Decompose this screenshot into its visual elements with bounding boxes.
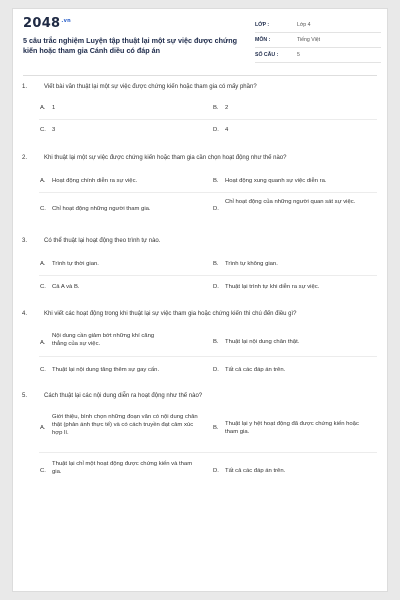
option-text: Giới thiệu, bình chọn những đoạn văn có nội dung chân thật (phản ánh thực tế) và có cách truyền đạt cảm xúc hợp lí.	[52, 414, 198, 436]
option-text: 2	[225, 105, 229, 111]
option-letter: B.	[213, 261, 219, 267]
meta-row-class	[255, 18, 381, 33]
header-divider	[23, 75, 377, 76]
meta-value: 5	[297, 52, 300, 58]
option-divider	[39, 275, 377, 276]
option-text: Hoạt động chính diễn ra sự việc.	[52, 178, 138, 184]
meta-row-count	[255, 48, 381, 63]
option-divider	[39, 119, 377, 120]
option-text: 3	[52, 127, 56, 133]
option-text: 4	[225, 127, 229, 133]
option-divider	[39, 192, 377, 193]
meta-label: LỚP :	[255, 22, 270, 28]
option-text: Thuật lại trình tự khi diễn ra sự việc.	[225, 284, 320, 290]
option-text: Trình tự thời gian.	[52, 261, 99, 267]
logo-text: 2048	[23, 16, 61, 31]
option-text: Hoạt động xung quanh sự việc diễn ra.	[225, 178, 327, 184]
meta-row-subject	[255, 33, 381, 48]
option-letter: C.	[40, 206, 46, 212]
question-text: Khi thuật lại một sự việc được chứng kiến hoặc tham gia cần chọn hoạt động như thế nào?	[44, 155, 287, 161]
option-text: 1	[52, 105, 56, 111]
option-letter: B.	[213, 425, 219, 431]
option-text: Tất cả các đáp án trên.	[225, 367, 286, 373]
option-divider	[39, 452, 377, 453]
option-letter: D.	[213, 468, 219, 474]
option-text: Thuật lại chỉ một hoạt động được chứng kiến và tham gia.	[52, 461, 193, 475]
logo-domain: .vn	[61, 17, 72, 24]
question-text: Khi viết các hoạt động trong khi thuật lại sự việc tham gia hoặc chứng kiến thì chú đến điều gì?	[44, 311, 297, 317]
option-letter: D.	[213, 127, 219, 133]
worksheet-page	[12, 8, 388, 592]
option-letter: A.	[40, 425, 46, 431]
meta-value: Lớp 4	[297, 22, 311, 28]
option-letter: D.	[213, 284, 219, 290]
meta-label: SỐ CÂU :	[255, 52, 279, 58]
option-letter: A.	[40, 261, 46, 267]
option-letter: C.	[40, 367, 46, 373]
meta-info	[255, 18, 381, 63]
option-text: Thuật lại nội dung tăng thêm sự gay cấn.	[52, 367, 160, 373]
question-text: Viết bài văn thuật lại một sự việc được chứng kiến hoặc tham gia có mấy phần?	[44, 84, 257, 90]
question-number: 3.	[22, 238, 28, 244]
option-text: Chỉ hoạt động những người tham gia.	[52, 206, 151, 212]
option-letter: A.	[40, 105, 46, 111]
option-letter: C.	[40, 284, 46, 290]
option-letter: A.	[40, 340, 46, 346]
option-letter: D.	[213, 206, 219, 212]
option-letter: A.	[40, 178, 46, 184]
meta-label: MÔN :	[255, 37, 271, 43]
question-number: 5.	[22, 393, 28, 399]
option-letter: D.	[213, 367, 219, 373]
option-text: Thuật lại y hệt hoạt động đã được chứng kiến hoặc tham gia.	[225, 421, 359, 435]
option-text: Nội dung cần giảm bớt những khí căng thẳng của sự việc.	[52, 333, 155, 347]
option-letter: B.	[213, 178, 219, 184]
option-text: Chỉ hoạt động của những người quan sát sự việc.	[225, 199, 356, 205]
question-text: Có thể thuật lại hoạt động theo trình tự nào.	[44, 238, 161, 244]
option-text: Cả A và B.	[52, 284, 80, 290]
option-letter: C.	[40, 468, 46, 474]
question-number: 4.	[22, 311, 28, 317]
option-divider	[39, 356, 377, 357]
question-text: Cách thuật lại các nội dung diễn ra hoạt động như thế nào?	[44, 393, 203, 399]
site-logo[interactable]	[23, 16, 71, 31]
meta-value: Tiếng Việt	[297, 37, 321, 43]
option-letter: B.	[213, 339, 219, 345]
option-letter: B.	[213, 105, 219, 111]
question-number: 2.	[22, 155, 28, 161]
option-letter: C.	[40, 127, 46, 133]
page-title: 5 câu trắc nghiệm Luyện tập thuật lại một sự việc được chứng kiến hoặc tham gia Cánh diều có đáp án	[23, 36, 238, 55]
option-text: Thuật lại nội dung chân thật.	[225, 339, 300, 345]
option-text: Trình tự không gian.	[225, 261, 278, 267]
question-number: 1.	[22, 84, 28, 90]
option-text: Tất cả các đáp án trên.	[225, 468, 286, 474]
